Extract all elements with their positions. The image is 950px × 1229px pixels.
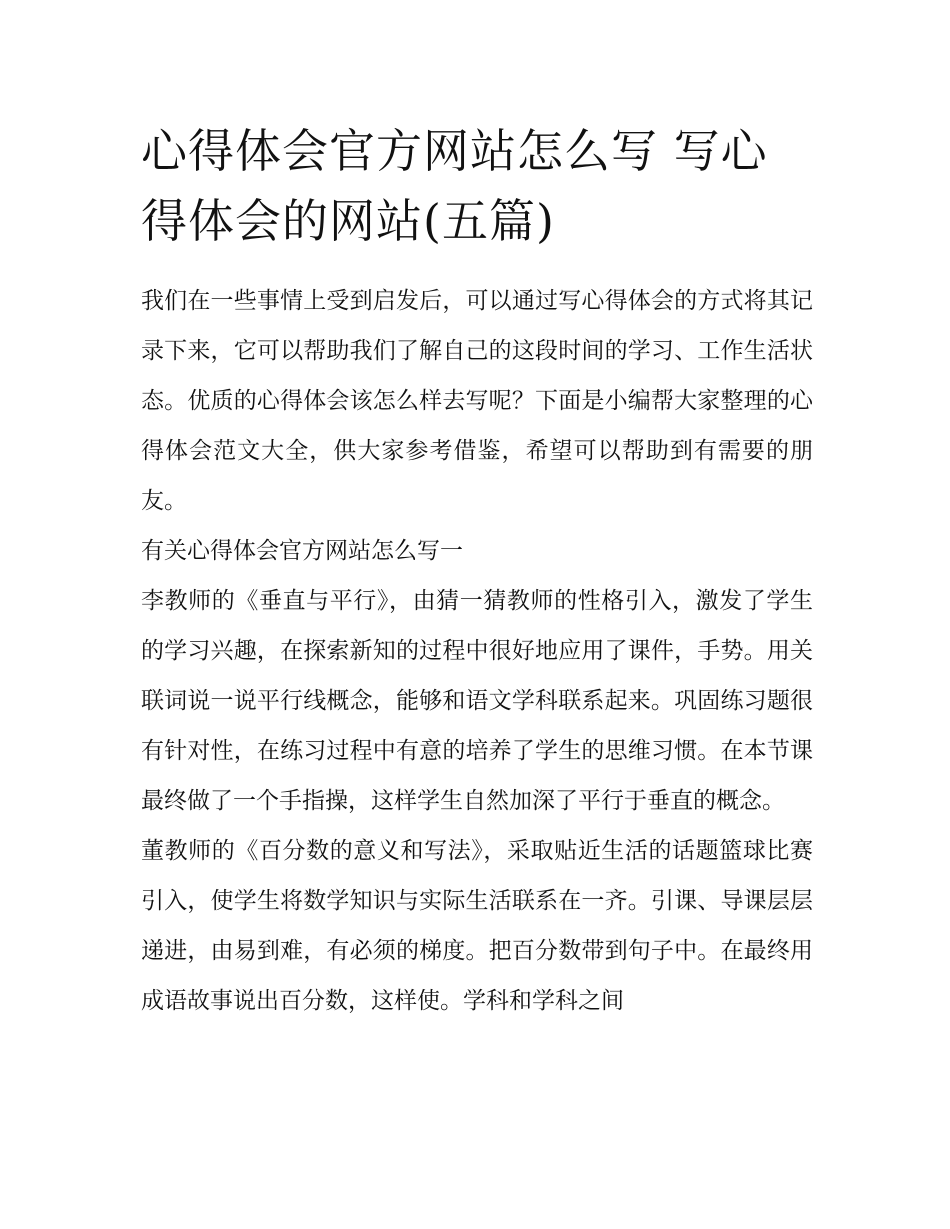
body-paragraph: 李教师的《垂直与平行》，由猜一猜教师的性格引入，激发了学生的学习兴趣，在探索新知的过程中很好地应用了课件，手势。用关联词说一说平行线概念，能够和语文学科联系起来。巩固练习题很有针对性，在练习过程中有意的培养了学生的思维习惯。在本节课最终做了一个手指操，这样学生自然加深了平行于垂直的概念。 bbox=[141, 588, 813, 814]
document-body bbox=[141, 116, 813, 1026]
section-heading: 有关心得体会官方网站怎么写一 bbox=[141, 538, 463, 564]
body-paragraph: 董教师的《百分数的意义和写法》，采取贴近生活的话题篮球比赛引入，使学生将数学知识与实际生活联系在一齐。引课、导课层层递进，由易到难，有必须的梯度。把百分数带到句子中。在最终用成语故事说出百分数，这样使。学科和学科之间 bbox=[141, 838, 813, 1014]
intro-paragraph: 我们在一些事情上受到启发后，可以通过写心得体会的方式将其记录下来，它可以帮助我们了解自己的这段时间的学习、工作生活状态。优质的心得体会该怎么样去写呢？下面是小编帮大家整理的心得体会范文大全，供大家参考借鉴，希望可以帮助到有需要的朋友。 bbox=[141, 288, 813, 514]
document-title: 心得体会官方网站怎么写 写心得体会的网站(五篇) bbox=[141, 124, 768, 248]
